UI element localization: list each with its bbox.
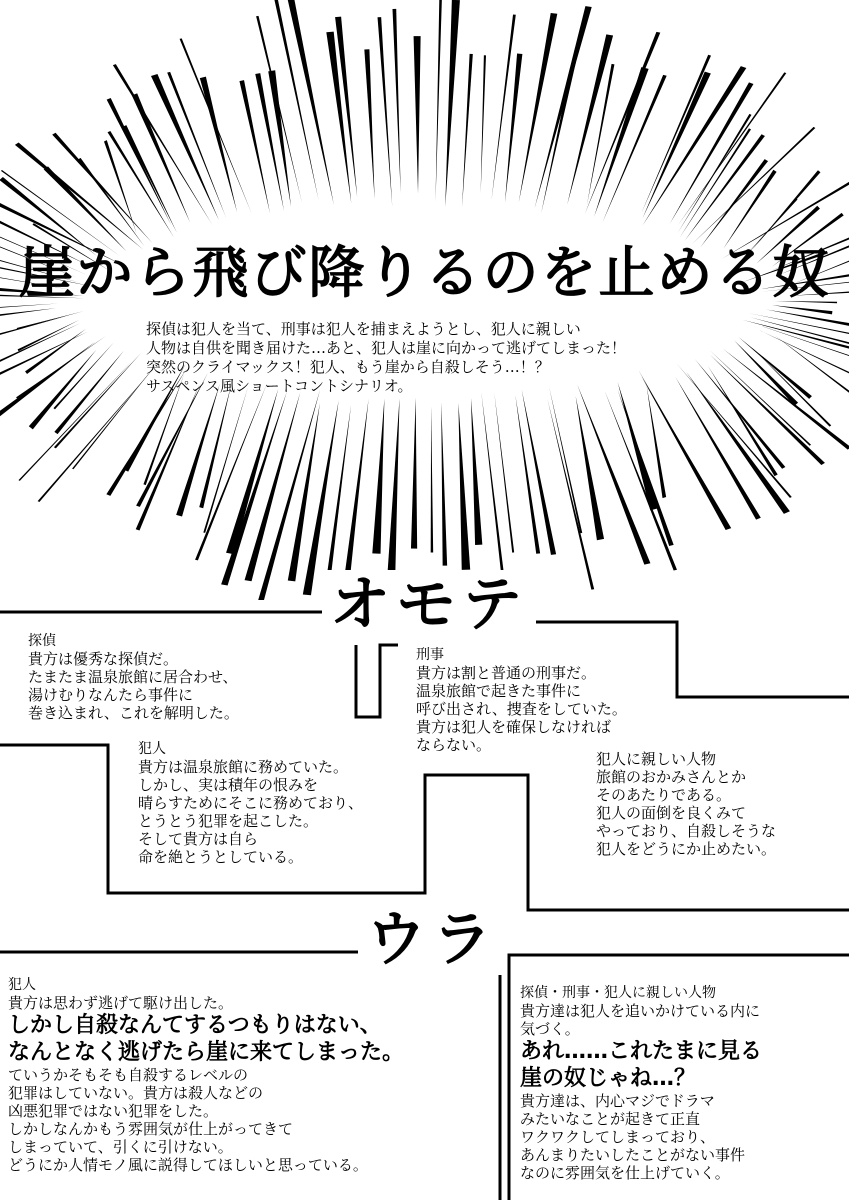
frame-ura-left-box: [496, 952, 500, 1200]
detective-line: 巻き込まれ、これを解明した。: [28, 704, 239, 722]
detective-line: 貴方は優秀な探偵だ。: [28, 650, 179, 668]
policeman-line: ならない。: [416, 736, 492, 754]
ura-culprit-line: 犯罪はしていない。貴方は殺人などの: [8, 1084, 264, 1102]
ura-culprit-line: しまっていて、引くに引けない。: [8, 1138, 233, 1156]
intro-line: 人物は自供を聞き届けた…あと、犯人は崖に向かって逃げてしまった！: [146, 339, 627, 357]
ura-others-emphasis: あれ……これたまに見る: [520, 1039, 763, 1064]
ura-culprit-role: 犯人: [8, 977, 36, 993]
culprit-box: [138, 740, 363, 866]
friend-line: 犯人の面倒を良くみて: [596, 804, 747, 822]
ura-others-emphasis: 崖の奴じゃね…？: [520, 1066, 697, 1091]
friend-role: 犯人に親しい人物: [596, 750, 717, 768]
culprit-line: そして貴方は自ら: [138, 830, 259, 848]
ura-culprit-line: しかしなんかもう雰囲気が仕上がってきて: [8, 1120, 294, 1138]
detective-box: [28, 632, 239, 722]
omote-heading: オモテ: [322, 570, 536, 640]
page-title: 崖から飛び降りるのを止める奴: [18, 240, 831, 306]
friend-box: [596, 750, 776, 858]
ura-culprit-emphasis: しかし自殺なんてするつもりはない、: [8, 1013, 382, 1038]
ura-others-line: 貴方達は犯人を追いかけている内に: [520, 1002, 761, 1020]
friend-line: やっており、自殺しそうな: [596, 822, 777, 840]
ura-culprit-emphasis: なんとなく逃げたら崖に来てしまった。: [8, 1040, 405, 1065]
policeman-line: 貴方は割と普通の刑事だ。: [416, 664, 597, 682]
detective-line: たまたま温泉旅館に居合わせ、: [28, 668, 238, 686]
ura-others-role: 探偵・刑事・犯人に親しい人物: [520, 985, 716, 1001]
intro-text: [146, 320, 706, 396]
ura-others-line: みたいなことが起きて正直: [520, 1110, 701, 1128]
frame-detective-divider: [356, 645, 398, 717]
policeman-line: 温泉旅館で起きた事件に: [416, 682, 582, 700]
ura-culprit-line: どうにか人情モノ風に説得してほしいと思っている。: [8, 1156, 368, 1174]
policeman-line: 貴方は犯人を確保しなければ: [416, 718, 612, 736]
ura-others-line: なのに雰囲気を仕上げていく。: [520, 1164, 730, 1182]
ura-culprit-line: 貴方は思わず逃げて駆け出した。: [8, 994, 234, 1012]
ura-heading: ウラ: [358, 905, 506, 975]
ura-others-line: 気づく。: [520, 1020, 580, 1038]
policeman-box: [416, 646, 627, 754]
culprit-line: とうとう犯罪を起こした。: [138, 812, 319, 830]
ura-others-line: ワクワクしてしまっており、: [520, 1128, 716, 1146]
policeman-role: 刑事: [416, 647, 444, 663]
culprit-line: 晴らすためにそこに務めており、: [138, 794, 364, 812]
policeman-line: 呼び出され、捜査をしていた。: [416, 700, 627, 718]
ura-culprit-line: 凶悪犯罪ではない犯罪をした。: [8, 1102, 219, 1120]
ura-culprit-box: [8, 976, 404, 1174]
detective-role: 探偵: [28, 633, 56, 649]
intro-line: 突然のクライマックス！犯人、もう崖から自殺しそう…！？: [146, 358, 550, 376]
culprit-line: 命を絶とうとしている。: [138, 848, 304, 866]
culprit-line: しかし、実は積年の恨みを: [138, 776, 319, 794]
culprit-line: 貴方は温泉旅館に務めていた。: [138, 758, 349, 776]
intro-line: サスペンス風ショートコントシナリオ。: [146, 377, 413, 395]
ura-culprit-line: ていうかそもそも自殺するレベルの: [8, 1066, 249, 1084]
detective-line: 湯けむりなんたら事件に: [28, 686, 194, 704]
intro-line: 探偵は犯人を当て、刑事は犯人を捕まえようとし、犯人に親しい: [146, 320, 581, 338]
ura-others-line: 貴方達は、内心マジでドラマ: [520, 1092, 715, 1110]
culprit-role: 犯人: [138, 741, 166, 757]
ura-others-box: [520, 984, 762, 1182]
friend-line: そのあたりである。: [596, 786, 732, 804]
ura-others-line: あんまりたいしたことがない事件: [520, 1146, 746, 1164]
friend-line: 犯人をどうにか止めたい。: [596, 840, 777, 858]
friend-line: 旅館のおかみさんとか: [596, 768, 747, 786]
